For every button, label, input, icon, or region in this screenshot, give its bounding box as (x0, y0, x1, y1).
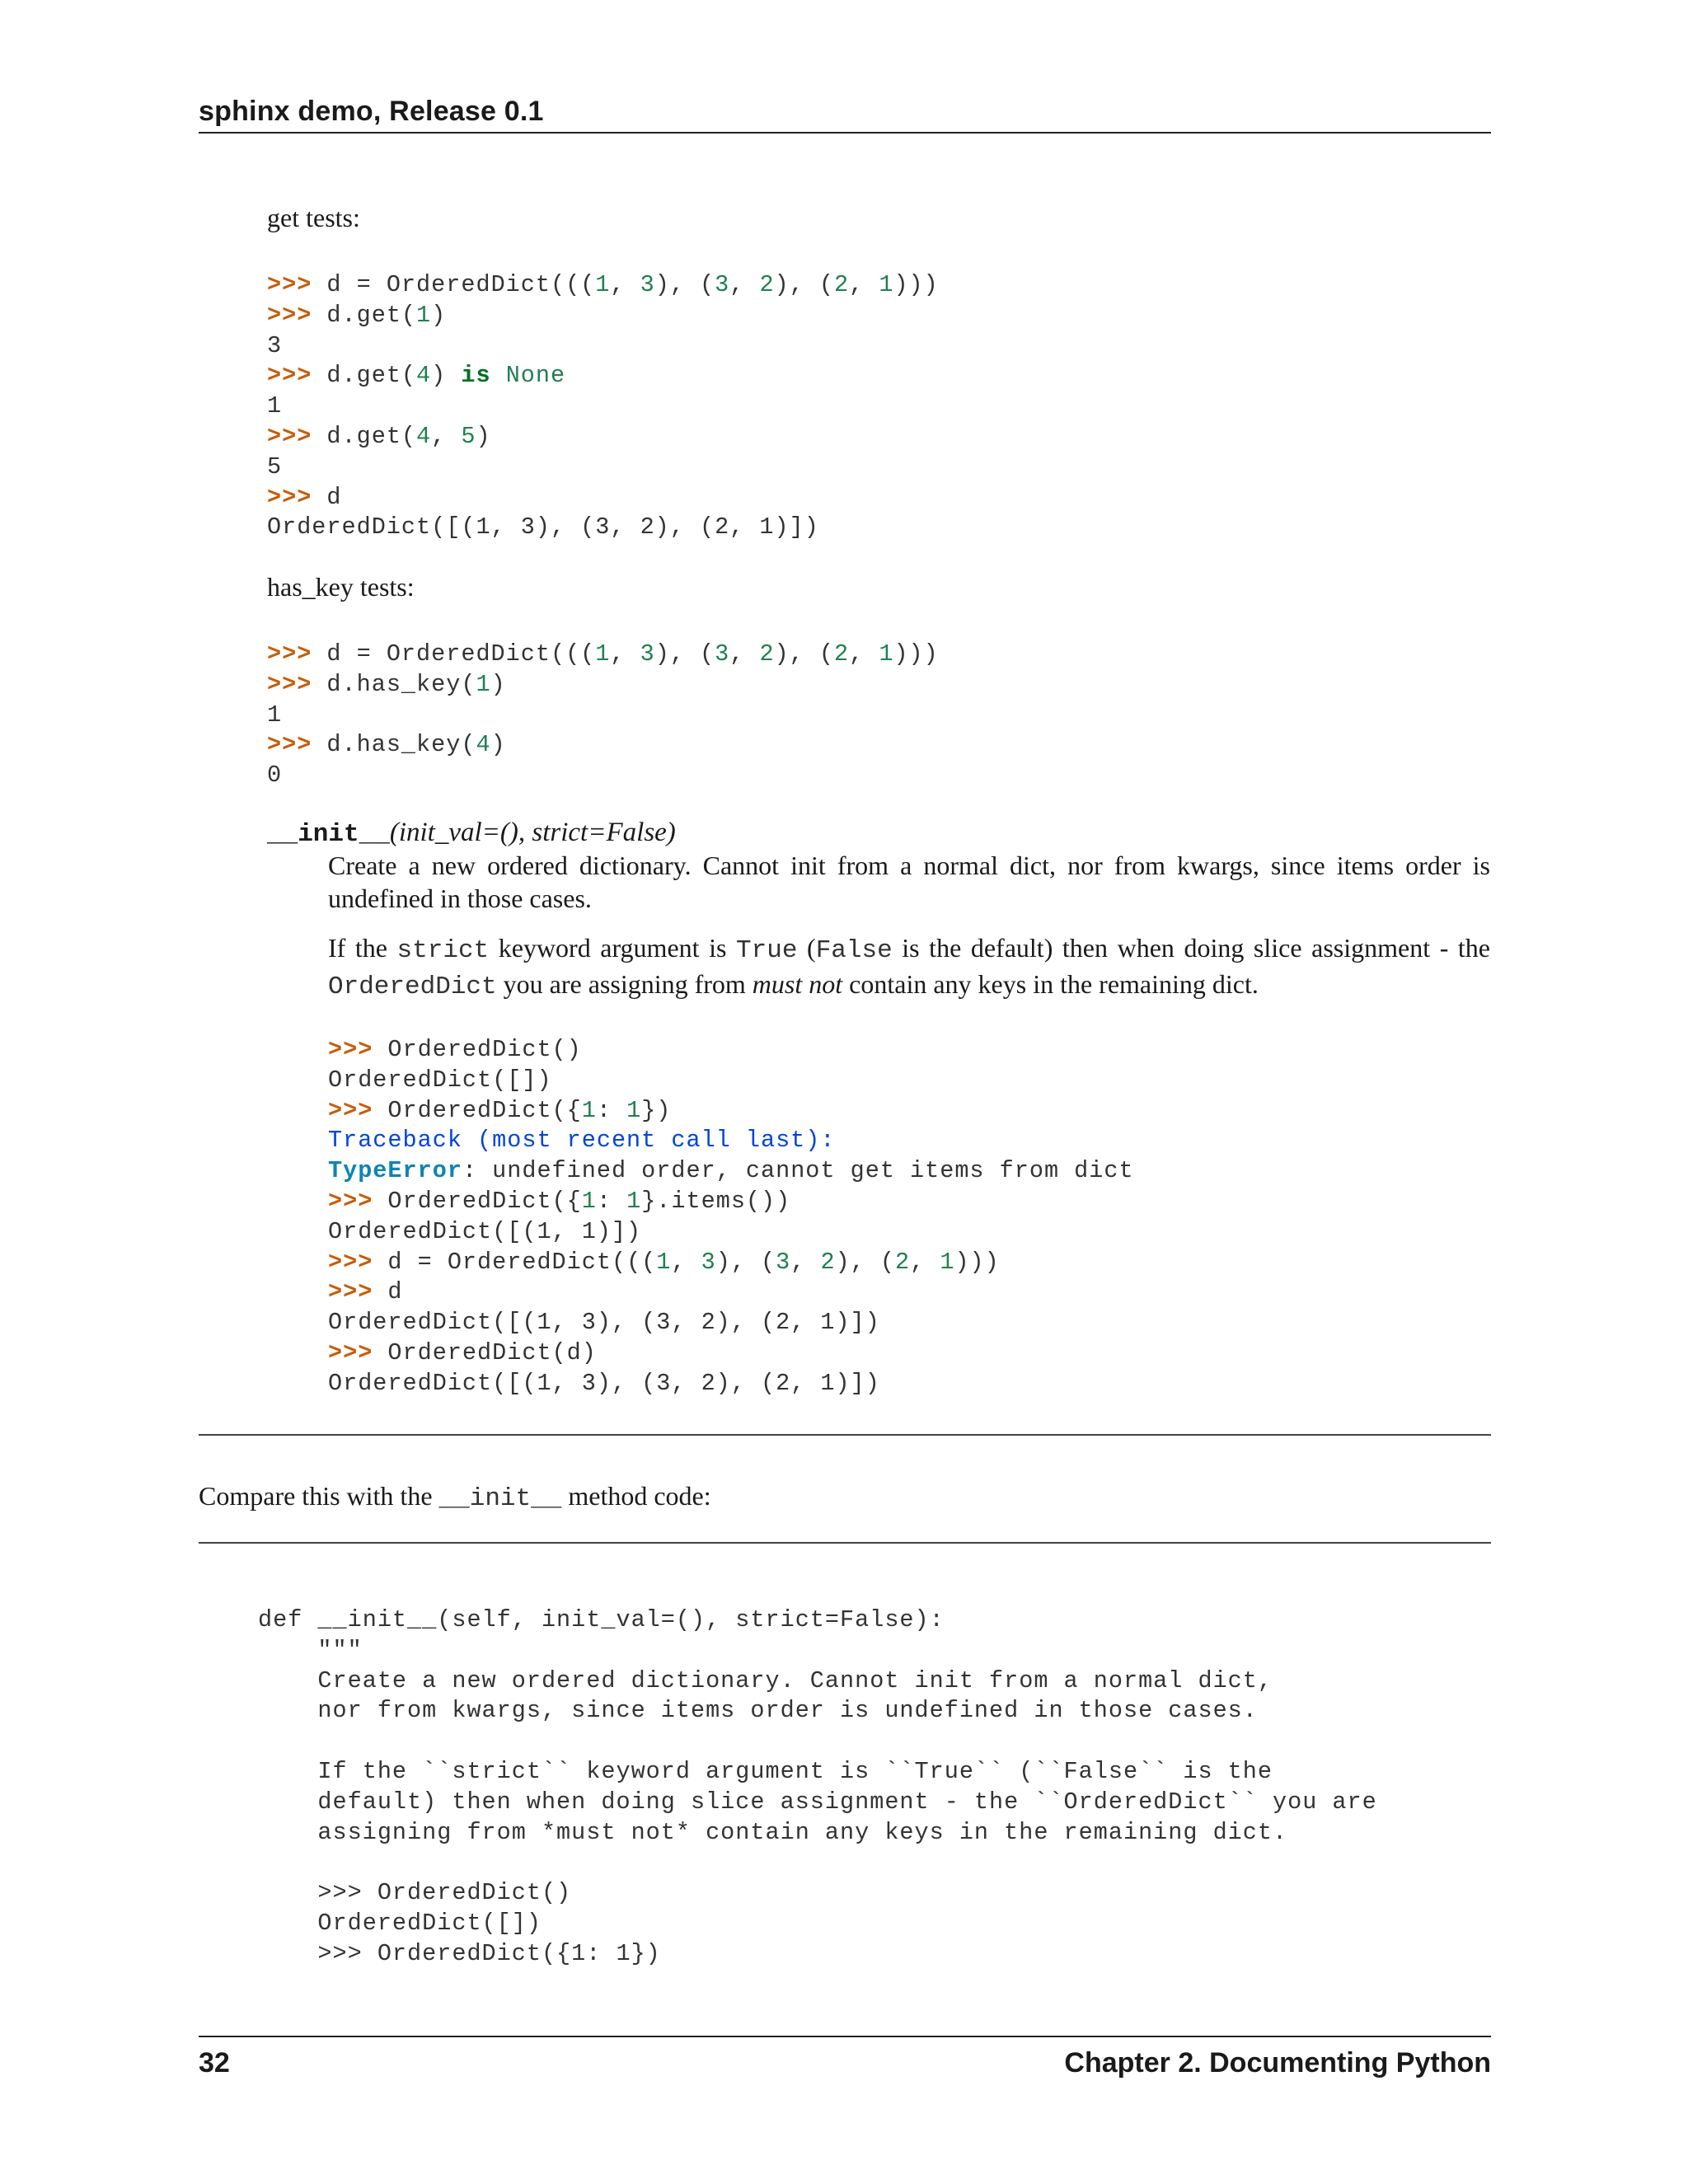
code-line: >>> OrderedDict({1: 1}.items()) (328, 1187, 791, 1215)
code-line: >>> d = OrderedDict(((1, 3), (3, 2), (2, 1))) (267, 271, 939, 298)
code-line: 1 (267, 701, 283, 729)
code-line: TypeError: undefined order, cannot get items from dict (328, 1157, 1134, 1185)
code-line: Traceback (most recent call last): (328, 1127, 836, 1155)
page-number: 32 (199, 2047, 230, 2079)
code-line: OrderedDict([(1, 1)]) (328, 1217, 642, 1245)
code-line: """ (258, 1636, 363, 1664)
method-signature (267, 818, 676, 849)
get-tests-code-block (267, 270, 939, 543)
code-line: >>> d.get(4, 5) (267, 422, 491, 450)
code-line: 1 (267, 392, 283, 420)
code-line: 5 (267, 452, 283, 480)
code-line: 0 (267, 762, 283, 790)
code-line: >>> d = OrderedDict(((1, 3), (3, 2), (2, 1))) (328, 1248, 1000, 1276)
code-line: >>> d = OrderedDict(((1, 3), (3, 2), (2, 1))) (267, 640, 939, 668)
code-line: >>> d.get(4) is None (267, 362, 566, 390)
code-line: default) then when doing slice assignment - the ``OrderedDict`` you are (258, 1788, 1377, 1816)
code-line: >>> d.has_key(4) (267, 731, 506, 759)
code-line: >>> d (328, 1278, 403, 1306)
divider-top (199, 1434, 1491, 1436)
code-line: Create a new ordered dictionary. Cannot init from a normal dict, (258, 1666, 1273, 1694)
get-tests-label: get tests: (267, 203, 360, 232)
code-line: >>> OrderedDict({1: 1}) (328, 1096, 672, 1124)
inline-code-true: True (736, 936, 798, 965)
has-key-tests-label: has_key tests: (267, 572, 415, 602)
chapter-title: Chapter 2. Documenting Python (1064, 2047, 1491, 2079)
page-footer (199, 2036, 1491, 2087)
code-line: >>> OrderedDict(d) (328, 1338, 597, 1366)
code-line: >>> d.has_key(1) (267, 670, 506, 698)
code-line: def __init__(self, init_val=(), strict=False): (258, 1606, 945, 1633)
code-line: >>> d (267, 483, 342, 511)
page-header (199, 91, 1491, 134)
code-line: >>> OrderedDict() (328, 1036, 582, 1063)
code-line: nor from kwargs, since items order is undefined in those cases. (258, 1697, 1258, 1725)
method-name: __init__ (267, 820, 390, 849)
inline-code-false: False (815, 936, 893, 965)
code-line: OrderedDict([]) (258, 1909, 542, 1937)
code-line: >>> d.get(1) (267, 301, 447, 329)
inline-code-ordereddict: OrderedDict (328, 972, 497, 1001)
method-description-2: If the strict keyword argument is True (False is the default) then when doing slice assignment - the OrderedDict you are assigning from must not contain any keys in the remaining dict. (328, 933, 1491, 1001)
inline-code-init: __init__ (438, 1484, 562, 1513)
code-line: >>> OrderedDict({1: 1}) (258, 1939, 661, 1967)
emphasis-must-not: must not (752, 969, 843, 999)
code-line: >>> OrderedDict() (258, 1879, 572, 1907)
compare-text: Compare this with the __init__ method code: (199, 1481, 711, 1513)
code-line: OrderedDict([]) (328, 1066, 552, 1094)
code-line: OrderedDict([(1, 3), (3, 2), (2, 1)]) (328, 1369, 880, 1397)
code-line: If the ``strict`` keyword argument is ``True`` (``False`` is the (258, 1757, 1273, 1785)
divider-bottom (199, 1542, 1491, 1544)
method-params: (init_val=(), strict=False) (389, 818, 676, 847)
inline-code-strict: strict (396, 936, 490, 965)
has-key-tests-code-block (267, 640, 939, 791)
code-line: OrderedDict([(1, 3), (3, 2), (2, 1)]) (328, 1309, 880, 1337)
code-line: OrderedDict([(1, 3), (3, 2), (2, 1)]) (267, 513, 819, 541)
method-description-1: Create a new ordered dictionary. Cannot init from a normal dict, nor from kwargs, since items order is undefined in those cases. (328, 851, 1490, 913)
init-examples-code-block (328, 1035, 1134, 1399)
code-line: 3 (267, 331, 283, 359)
document-title: sphinx demo, Release 0.1 (199, 96, 544, 127)
source-code-block (258, 1605, 1377, 1970)
code-line: assigning from *must not* contain any keys in the remaining dict. (258, 1818, 1288, 1846)
